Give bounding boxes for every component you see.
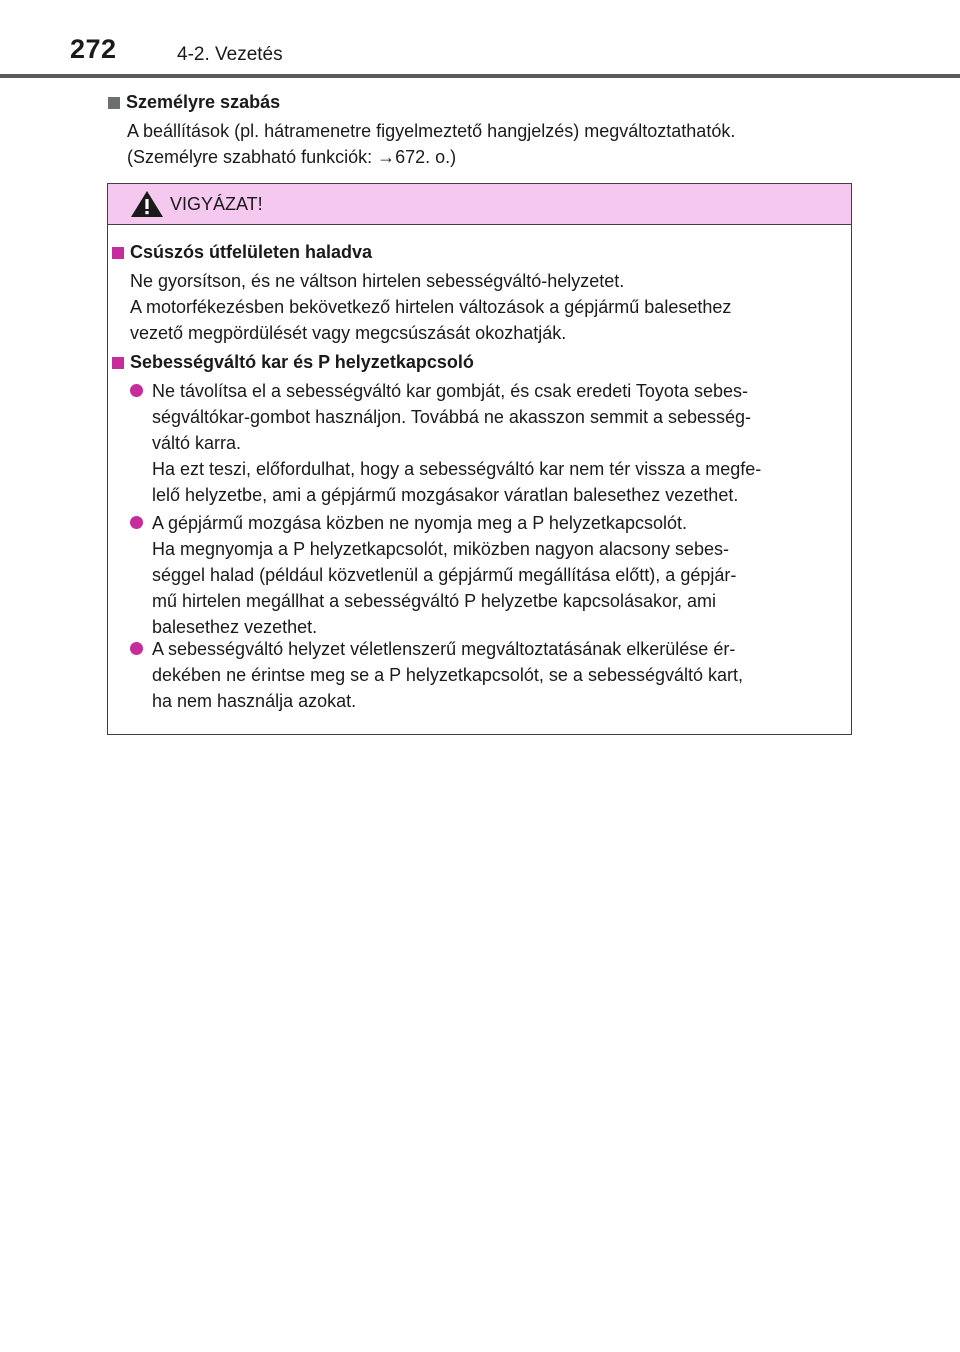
list-item-line: séggel halad (például közvetlenül a gépjármű megállítása előtt), a gépjár- (152, 565, 737, 585)
list-item-line: mű hirtelen megállhat a sebességváltó P helyzetbe kapcsolásakor, ami (152, 591, 716, 611)
list-item-line: A sebességváltó helyzet véletlenszerű megváltoztatásának elkerülése ér- (152, 639, 736, 659)
slippery-road-heading (112, 242, 372, 263)
list-item-line: lelő helyzetbe, ami a gépjármű mozgásakor váratlan balesethez vezethet. (152, 485, 739, 505)
list-item-line: Ha megnyomja a P helyzetkapcsolót, miközben nagyon alacsony sebes- (152, 539, 729, 559)
personalization-line-1: A beállítások (pl. hátramenetre figyelmeztető hangjelzés) megváltoztathatók. (127, 121, 736, 141)
page-number: 272 (70, 34, 117, 64)
caution-box (107, 183, 852, 735)
list-item-line: balesethez vezethet. (152, 617, 318, 637)
slippery-road-line-3: vezető megpördülését vagy megcsúszását okozhatják. (130, 323, 567, 343)
round-bullet-icon (130, 516, 143, 529)
list-item-line: ségváltókar-gombot használjon. Továbbá ne akasszon semmit a sebesség- (152, 407, 752, 427)
warning-triangle-icon (130, 190, 164, 218)
personalization-line-2: (Személyre szabható funkciók: →672. o.) (127, 147, 457, 167)
personalization-heading (108, 92, 280, 113)
list-item (130, 636, 846, 714)
list-item-line: Ne távolítsa el a sebességváltó kar gombját, és csak eredeti Toyota sebes- (152, 381, 748, 401)
square-bullet-icon (112, 247, 124, 259)
list-item-line: ha nem használja azokat. (152, 691, 357, 711)
square-bullet-icon (112, 357, 124, 369)
caution-header (108, 184, 851, 225)
section-title: 4-2. Vezetés (177, 44, 283, 65)
shift-lever-heading (112, 352, 474, 373)
list-item (130, 378, 846, 508)
list-item-line: dekében ne érintse meg se a P helyzetkapcsolót, se a sebességváltó kart, (152, 665, 744, 685)
header-rule (0, 74, 960, 78)
list-item (130, 510, 846, 640)
list-item-line: Ha ezt teszi, előfordulhat, hogy a sebességváltó kar nem tér vissza a megfe- (152, 459, 762, 479)
slippery-road-line-1: Ne gyorsítson, és ne váltson hirtelen sebességváltó-helyzetet. (130, 271, 625, 291)
list-item-line: váltó karra. (152, 433, 242, 453)
caution-title: VIGYÁZAT! (170, 193, 263, 214)
shift-lever-heading-text: Sebességváltó kar és P helyzetkapcsoló (130, 352, 474, 372)
list-item-line: A gépjármű mozgása közben ne nyomja meg a P helyzetkapcsolót. (152, 513, 687, 533)
personalization-heading-text: Személyre szabás (126, 92, 281, 112)
round-bullet-icon (130, 384, 143, 397)
slippery-road-heading-text: Csúszós útfelületen haladva (130, 242, 373, 262)
slippery-road-line-2: A motorfékezésben bekövetkező hirtelen változások a gépjármű balesethez (130, 297, 732, 317)
round-bullet-icon (130, 642, 143, 655)
square-bullet-icon (108, 97, 120, 109)
